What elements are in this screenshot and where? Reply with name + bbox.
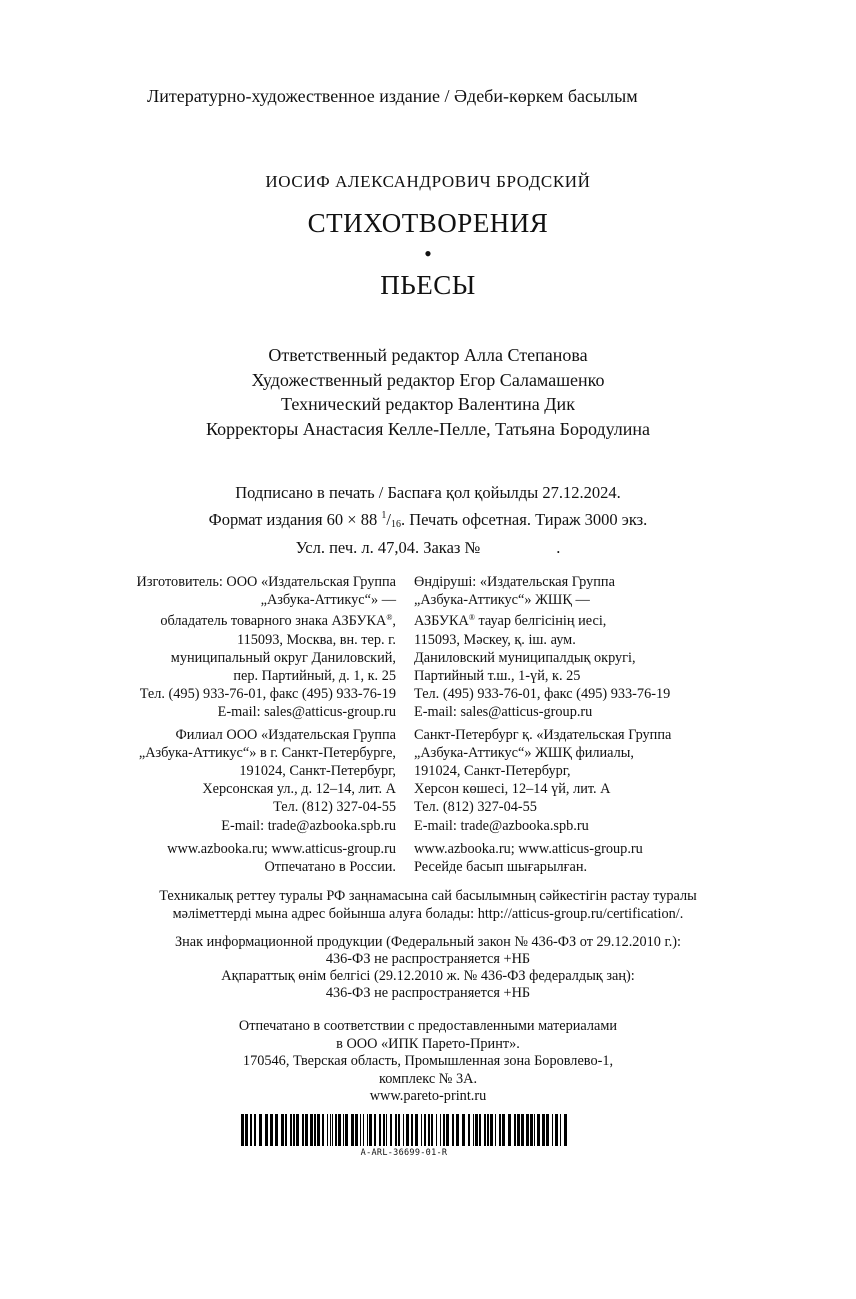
barcode-bar <box>305 1114 308 1146</box>
info-product-line: Знак информационной продукции (Федеральный закон № 436-ФЗ от 29.12.2010 г.): <box>174 934 682 950</box>
imprint-line <box>414 609 671 630</box>
barcode-bar <box>560 1114 561 1146</box>
barcode-bar <box>285 1114 287 1146</box>
barcode-bar <box>360 1114 361 1146</box>
imprint-line: Санкт-Петербург қ. «Издательская Группа <box>414 726 672 743</box>
barcode-bar <box>542 1114 545 1146</box>
barcode-bar <box>487 1114 489 1146</box>
barcode-bar <box>259 1114 262 1146</box>
barcode-bar <box>327 1114 328 1146</box>
printer-line: Отпечатано в соответствии с предоставленными материалами <box>238 1018 618 1034</box>
book-subtitle: ПЬЕСЫ <box>380 270 476 300</box>
barcode-bar <box>379 1114 381 1146</box>
book-title: СТИХОТВОРЕНИЯ <box>307 208 549 238</box>
barcode-bar <box>456 1114 459 1146</box>
barcode-bar <box>502 1114 505 1146</box>
barcode-bar <box>330 1114 331 1146</box>
imprint-line: „Азбука-Аттикус“» в г. Санкт-Петербурге, <box>138 744 396 761</box>
barcode-bar <box>241 1114 244 1146</box>
barcode-bar <box>421 1114 422 1146</box>
barcode-bar <box>479 1114 481 1146</box>
barcode-bar <box>546 1114 549 1146</box>
barcode-bar <box>499 1114 501 1146</box>
printer-info <box>0 1018 856 1106</box>
imprint-line: „Азбука-Аттикус“» ЖШҚ — <box>414 592 590 609</box>
barcode <box>241 1114 567 1146</box>
barcode-bar <box>490 1114 493 1146</box>
trademark-text: обладатель товарного знака АЗБУКА <box>160 613 387 630</box>
printed-in: Отпечатано в России. <box>264 859 396 876</box>
trademark-text: АЗБУКА <box>414 613 469 630</box>
editor-line: Ответственный редактор Алла Степанова <box>268 345 588 365</box>
barcode-bar <box>424 1114 426 1146</box>
barcode-bar <box>395 1114 397 1146</box>
barcode-bar <box>296 1114 299 1146</box>
imprint-line: Өндіруші: «Издательская Группа <box>414 574 615 590</box>
websites: www.azbooka.ru; www.atticus-group.ru <box>414 840 643 857</box>
barcode-bar <box>475 1114 478 1146</box>
author-name: ИОСИФ АЛЕКСАНДРОВИЧ БРОДСКИЙ <box>265 172 591 191</box>
barcode-bar <box>245 1114 248 1146</box>
manufacturer-kazakh <box>414 573 671 876</box>
barcode-bar <box>534 1114 535 1146</box>
barcode-bar <box>440 1114 441 1146</box>
barcode-bar <box>390 1114 392 1146</box>
barcode-bar <box>314 1114 316 1146</box>
barcode-bar <box>526 1114 529 1146</box>
barcode-bar <box>254 1114 256 1146</box>
barcode-bar <box>275 1114 278 1146</box>
trademark-tail: , <box>392 613 396 630</box>
imprint-line: Тел. (495) 933-76-01, факс (495) 933-76-19 <box>414 686 671 703</box>
imprint-line: Херсон көшесі, 12–14 үй, лит. А <box>414 781 611 798</box>
barcode-bar <box>351 1114 354 1146</box>
barcode-bar <box>537 1114 540 1146</box>
imprint-line: 191024, Санкт-Петербург, <box>239 763 396 780</box>
barcode-bar <box>514 1114 516 1146</box>
imprint-line: пер. Партийный, д. 1, к. 25 <box>233 668 396 685</box>
barcode-bar <box>265 1114 268 1146</box>
info-product-line: 436-ФЗ не распространяется +НБ <box>325 951 531 967</box>
barcode-bar <box>530 1114 533 1146</box>
tech-regulation-line: Техникалық реттеу туралы РФ заңнамасына сай басылымның сәйкестігін растау туралы <box>159 888 697 904</box>
printer-line: в ООО «ИПК Парето-Принт». <box>336 1035 520 1052</box>
format-slash: / <box>386 510 391 529</box>
format-suffix: . Печать офсетная. Тираж 3000 экз. <box>400 510 648 529</box>
barcode-bar <box>428 1114 430 1146</box>
barcode-bar <box>322 1114 324 1146</box>
sheets-text: Усл. печ. л. 47,04. Заказ № <box>295 538 481 557</box>
barcode-bar <box>552 1114 553 1146</box>
imprint-line: E-mail: trade@azbooka.spb.ru <box>221 817 396 834</box>
info-product-line: Ақпараттық өнім белгісі (29.12.2010 ж. № 436-ФЗ федералдық заң): <box>221 968 635 984</box>
imprint-line: Изготовитель: ООО «Издательская Группа <box>136 574 396 590</box>
editor-line: Корректоры Анастасия Келле-Пелле, Татьяна Бородулина <box>205 418 651 439</box>
trademark-tail: тауар белгісінің иесі, <box>474 613 607 630</box>
print-info <box>0 481 856 559</box>
registered-mark: ® <box>386 613 393 623</box>
imprint-line: „Азбука-Аттикус“» — <box>260 592 396 609</box>
imprint-line: „Азбука-Аттикус“» ЖШҚ филиалы, <box>414 744 634 761</box>
barcode-bar <box>517 1114 520 1146</box>
barcode-bar <box>290 1114 292 1146</box>
barcode-bar <box>411 1114 413 1146</box>
barcode-bar <box>363 1114 364 1146</box>
editor-line: Художественный редактор Егор Саламашенко <box>251 369 605 390</box>
barcode-bar <box>332 1114 333 1146</box>
imprint-line <box>137 609 396 630</box>
barcode-bar <box>473 1114 474 1146</box>
barcode-bar <box>343 1114 344 1146</box>
barcode-bar <box>484 1114 486 1146</box>
barcode-bar <box>495 1114 496 1146</box>
format-denominator: 16 <box>390 519 401 530</box>
barcode-bar <box>443 1114 445 1146</box>
barcode-bar <box>338 1114 341 1146</box>
imprint-line: 191024, Санкт-Петербург, <box>414 763 571 780</box>
imprint-line: 115093, Москва, вн. тер. г. <box>237 631 396 648</box>
barcode-bar <box>564 1114 567 1146</box>
printer-line: комплекс № 3А. <box>378 1070 478 1087</box>
barcode-bar <box>452 1114 454 1146</box>
barcode-bar <box>345 1114 348 1146</box>
barcode-code: A-ARL-36699-01-R <box>360 1148 448 1158</box>
barcode-bar <box>555 1114 558 1146</box>
imprint-line: Тел. (495) 933-76-01, факс (495) 933-76-19 <box>139 686 396 703</box>
barcode-bar <box>310 1114 313 1146</box>
barcode-bar <box>386 1114 387 1146</box>
format-prefix: Формат издания 60 × 88 <box>208 510 382 529</box>
barcode-bar <box>436 1114 437 1146</box>
title-separator: • <box>424 241 432 266</box>
format-numerator: 1 <box>381 510 387 521</box>
barcode-bar <box>468 1114 470 1146</box>
edition-type: Литературно-художественное издание / Әдеби-көркем басылым <box>147 86 638 106</box>
websites: www.azbooka.ru; www.atticus-group.ru <box>167 840 396 857</box>
barcode-bar <box>369 1114 372 1146</box>
imprint-line: Тел. (812) 327-04-55 <box>414 799 537 816</box>
barcode-bar <box>250 1114 252 1146</box>
imprint-line: Партийный т.ш., 1-үй, к. 25 <box>414 668 581 685</box>
imprint-line: 115093, Мәскеу, қ. іш. аум. <box>414 631 576 648</box>
barcode-bar <box>355 1114 358 1146</box>
barcode-bar <box>446 1114 449 1146</box>
registered-mark: ® <box>468 613 475 623</box>
tech-regulation <box>0 887 856 923</box>
manufacturer-russian <box>137 573 396 876</box>
barcode-bar <box>374 1114 376 1146</box>
barcode-bar <box>367 1114 368 1146</box>
imprint-line: E-mail: trade@azbooka.spb.ru <box>414 817 589 834</box>
barcode-bar <box>415 1114 418 1146</box>
barcode-bar <box>462 1114 465 1146</box>
barcode-bar <box>270 1114 273 1146</box>
printer-website: www.pareto-print.ru <box>369 1088 487 1105</box>
imprint-line: Херсонская ул., д. 12–14, лит. А <box>202 781 396 798</box>
imprint-line: E-mail: sales@atticus-group.ru <box>414 704 593 721</box>
imprint-line: E-mail: sales@atticus-group.ru <box>217 704 396 721</box>
barcode-bar <box>508 1114 511 1146</box>
barcode-bar <box>317 1114 320 1146</box>
imprint-line: Тел. (812) 327-04-55 <box>273 799 396 816</box>
barcode-bar <box>335 1114 337 1146</box>
signed-date: Подписано в печать / Баспаға қол қойылды 27.12.2024. <box>235 483 621 502</box>
printed-in: Ресейде басып шығарылған. <box>414 859 588 876</box>
printer-line: 170546, Тверская область, Промышленная зона Боровлево-1, <box>242 1053 614 1070</box>
tech-regulation-line: мәліметтерді мына адрес бойынша алуға болады: http://atticus-group.ru/certification/. <box>172 906 684 922</box>
barcode-bar <box>281 1114 284 1146</box>
imprint-line: Филиал ООО «Издательская Группа <box>175 726 396 743</box>
sheets-end: . <box>556 538 561 557</box>
info-product-mark <box>0 934 856 1002</box>
barcode-bar <box>398 1114 400 1146</box>
barcode-bar <box>406 1114 409 1146</box>
editor-line: Технический редактор Валентина Дик <box>281 394 575 414</box>
imprint-line: Даниловский муниципалдық округі, <box>414 649 636 666</box>
barcode-bar <box>521 1114 524 1146</box>
barcode-bar <box>383 1114 385 1146</box>
barcode-bar <box>431 1114 433 1146</box>
barcode-bar <box>403 1114 404 1146</box>
info-product-line: 436-ФЗ не распространяется +НБ <box>325 985 531 1001</box>
editors-block <box>0 343 856 441</box>
barcode-bar <box>293 1114 295 1146</box>
format-line <box>0 504 856 536</box>
imprint-line: муниципальный округ Даниловский, <box>170 649 396 666</box>
sheets-line <box>0 536 856 559</box>
barcode-bar <box>302 1114 304 1146</box>
